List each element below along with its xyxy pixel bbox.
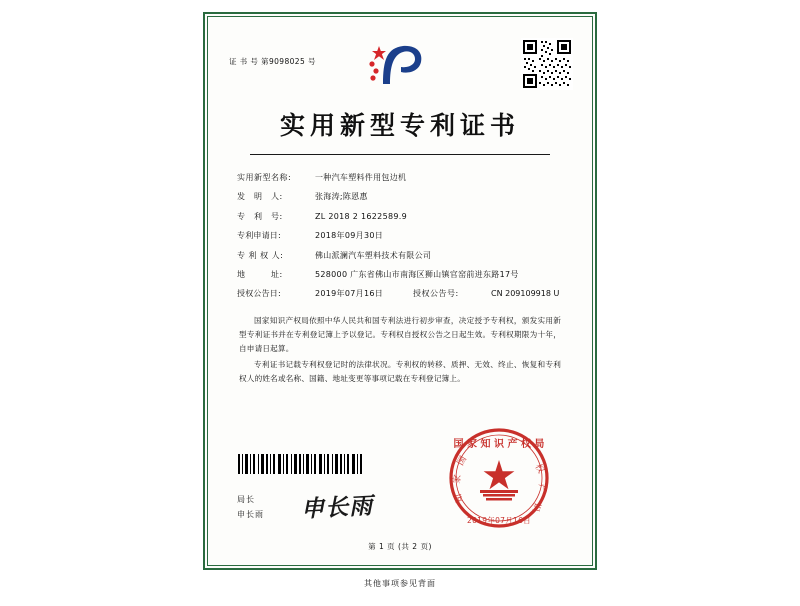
- field-value: ZL 2018 2 1622589.9: [315, 211, 407, 221]
- field-label: 专利申请日:: [237, 231, 281, 241]
- svg-text:国 家 知 识 产 权 局: 国 家 知 识 产 权 局: [453, 439, 545, 450]
- patent-certificate: [203, 12, 597, 570]
- field-value: 佛山派澜汽车塑料技术有限公司: [315, 250, 432, 260]
- field-row-inventor: [237, 192, 563, 202]
- certificate-body: [239, 314, 561, 386]
- field-label: 地 址:: [237, 269, 283, 279]
- svg-text:识: 识: [529, 501, 542, 513]
- field-label: 专 利 权 人:: [237, 250, 284, 260]
- field-row-address: [237, 270, 563, 280]
- certificate-title: 实用新型专利证书: [279, 111, 520, 140]
- seal-date: 2019年07月16日: [467, 516, 531, 525]
- grant-date-group: [237, 289, 413, 299]
- field-value: 2018年09月30日: [315, 231, 384, 241]
- field-value: 一种汽车塑料件用包边机: [315, 173, 407, 182]
- signature-block: [237, 492, 264, 522]
- field-row-utility-model-name: [237, 173, 563, 183]
- director-name: 申长雨: [237, 509, 264, 519]
- field-label: 授权公告日:: [237, 289, 281, 299]
- field-row-patentee: [237, 251, 563, 261]
- field-row-application-date: [237, 231, 563, 241]
- announcement-number-value: CN 209109918 U: [491, 289, 560, 299]
- director-title: 局长: [237, 494, 255, 504]
- certificate-header: [215, 22, 585, 94]
- field-row-grant-announcement: [237, 289, 563, 299]
- field-row-patent-number: [237, 212, 563, 222]
- handwritten-signature: 申长雨: [300, 492, 374, 523]
- svg-text:知: 知: [453, 492, 466, 504]
- field-value: 528000 广东省佛山市南海区狮山镇官窑前进东路17号: [315, 269, 519, 279]
- svg-text:国: 国: [455, 454, 470, 468]
- page-number: 第 1 页 (共 2 页): [368, 542, 432, 551]
- svg-text:家: 家: [452, 473, 464, 485]
- field-label: 实用新型名称:: [237, 173, 292, 182]
- certificate-fields: [237, 173, 563, 300]
- footer-note: 其他事项参见背面: [364, 579, 436, 588]
- title-divider: [250, 154, 550, 155]
- announcement-number-label: 授权公告号:: [413, 289, 459, 299]
- qr-code: [521, 38, 573, 90]
- certificate-content: [215, 22, 585, 560]
- field-value: 张海涛;陈恩惠: [315, 192, 368, 202]
- svg-text:权: 权: [532, 462, 546, 476]
- field-value: 2019年07月16日: [315, 289, 384, 299]
- field-label: 发 明 人:: [237, 192, 283, 202]
- field-label: 专 利 号:: [237, 211, 283, 221]
- body-paragraph-2: 专利证书记载专利权登记时的法律状况。专利权的转移、质押、无效、终止、恢复和专利权人的姓名或名称、国籍、地址变更等事项记载在专利登记簿上。: [239, 359, 561, 383]
- certificate-number: 证 书 号 第9098025 号: [229, 57, 316, 66]
- body-paragraph-1: 国家知识产权局依照中华人民共和国专利法进行初步审查，决定授予专利权，颁发实用新型专利证书并在专利登记簿上予以登记。专利权自授权公告之日起生效。专利权期限为十年，自申请日起算。: [239, 315, 561, 353]
- svg-text:产: 产: [536, 482, 548, 494]
- cnipa-logo-icon: [363, 40, 429, 88]
- barcode: [237, 454, 363, 474]
